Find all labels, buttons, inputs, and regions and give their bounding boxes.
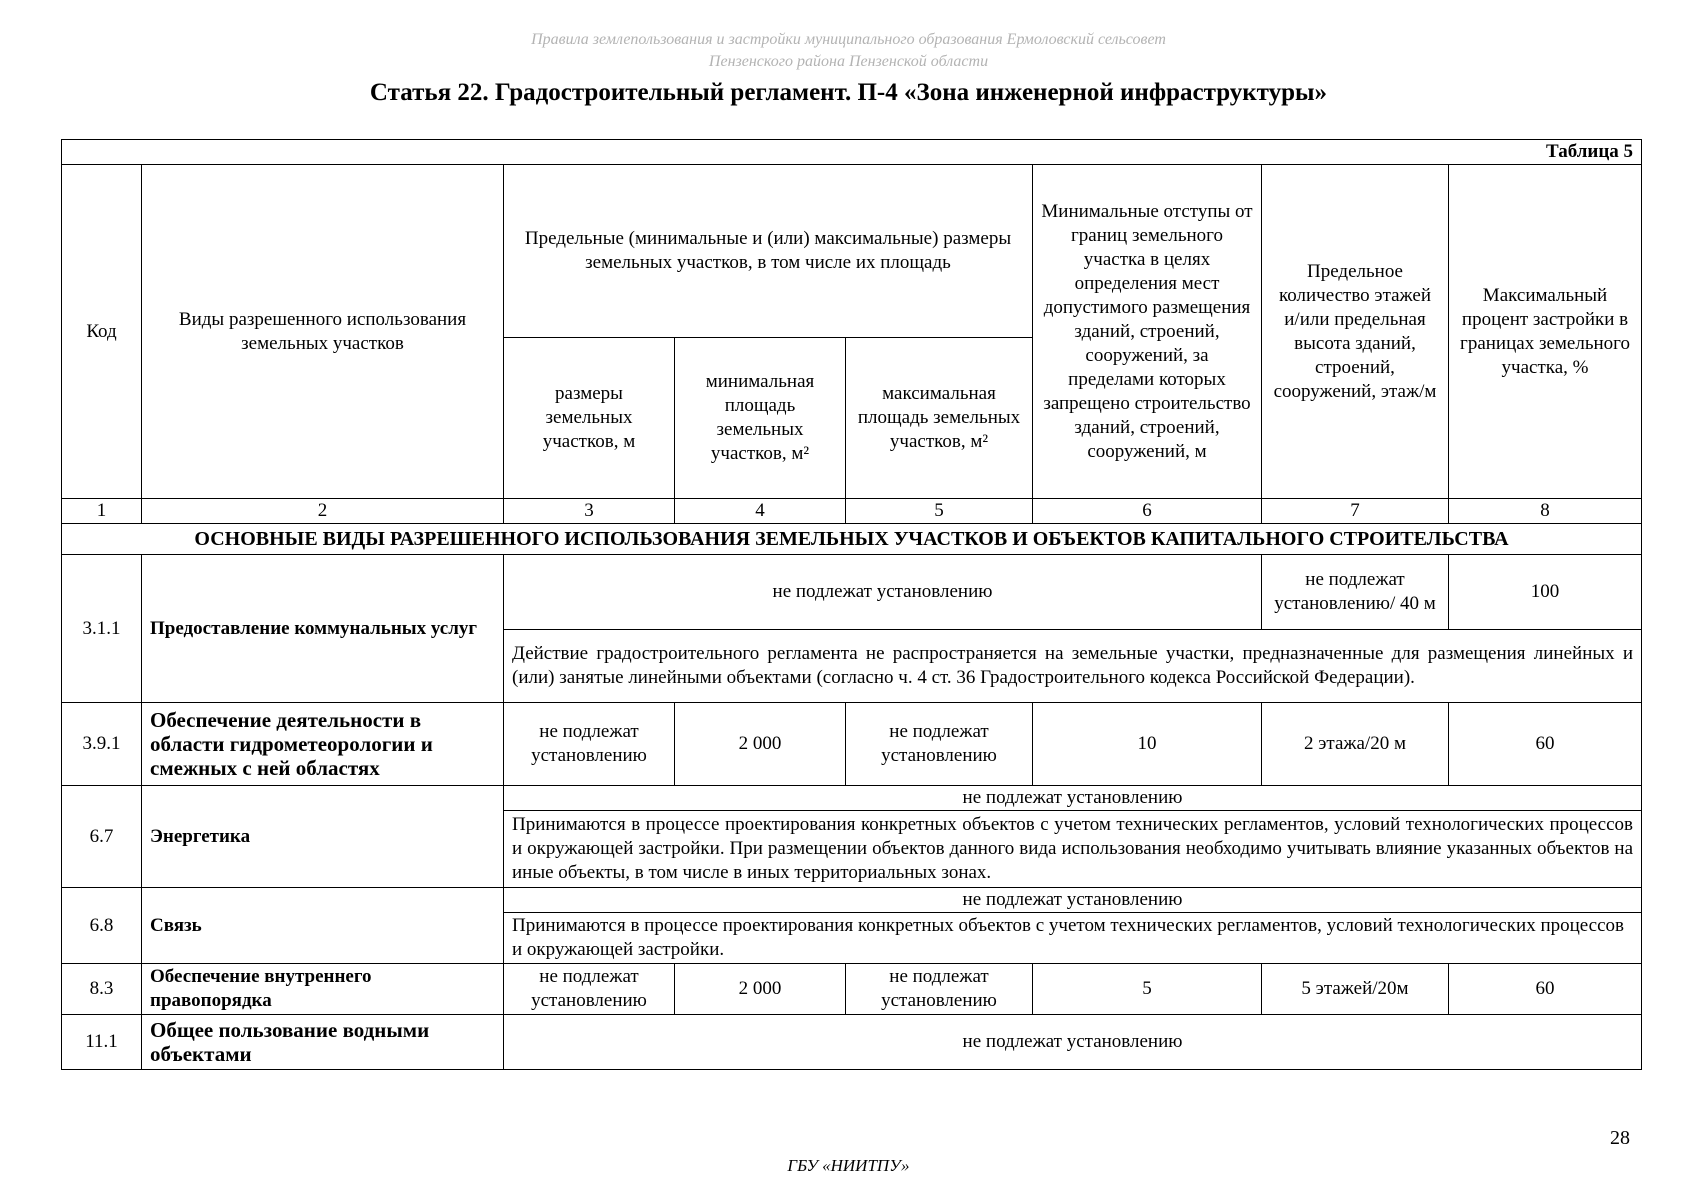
row-code: 3.1.1 xyxy=(62,555,142,703)
header-coverage: Максимальный процент застройки в границах земельного участка, % xyxy=(1449,165,1642,499)
header-sizes: размеры земельных участков, м xyxy=(504,338,675,499)
page-title: Статья 22. Градостроительный регламент. П-4 «Зона инженерной инфраструктуры» xyxy=(369,79,1328,106)
row-min-area: 2 000 xyxy=(675,703,846,786)
page-number: 28 xyxy=(1610,1127,1630,1149)
section-title: ОСНОВНЫЕ ВИДЫ РАЗРЕШЕННОГО ИСПОЛЬЗОВАНИЯ ЗЕМЕЛЬНЫХ УЧАСТКОВ И ОБЪЕКТОВ КАПИТАЛЬНОГО СТРОИТЕЛЬСТВА xyxy=(62,524,1642,555)
row-code: 6.7 xyxy=(62,786,142,888)
table-row xyxy=(62,888,1642,913)
header-code: Код xyxy=(62,165,142,499)
row-sizes: не подлежат установлению xyxy=(504,703,675,786)
row-coverage: 60 xyxy=(1449,703,1642,786)
row-note: Действие градостроительного регламента не распространяется на земельные участки, предназначенные для размещения линейных и (или) занятые линейными объектами (согласно ч. 4 ст. 36 Градостроительного кодекса Российской Федерации). xyxy=(504,630,1642,703)
table-row xyxy=(62,555,1642,630)
regulation-table xyxy=(61,139,1642,1070)
row-min-area: 2 000 xyxy=(675,964,846,1015)
table-row xyxy=(62,703,1642,786)
row-floors: не подлежат установлению/ 40 м xyxy=(1262,555,1449,630)
running-header-line-2: Пензенского района Пензенской области xyxy=(708,53,989,70)
row-code: 6.8 xyxy=(62,888,142,964)
row-code: 11.1 xyxy=(62,1015,142,1070)
column-number: 6 xyxy=(1033,499,1262,524)
row-note: Принимаются в процессе проектирования конкретных объектов с учетом технических регламентов, условий технологических процессов и окружающей застройки. xyxy=(504,913,1642,964)
row-params: не подлежат установлению xyxy=(504,1015,1642,1070)
row-params: не подлежат установлению xyxy=(504,888,1642,913)
row-floors: 5 этажей/20м xyxy=(1262,964,1449,1015)
row-floors: 2 этажа/20 м xyxy=(1262,703,1449,786)
table-row xyxy=(62,786,1642,811)
row-params: не подлежат установлению xyxy=(504,555,1262,630)
column-number: 2 xyxy=(142,499,504,524)
header-min-area: минимальная площадь земельных участков, м² xyxy=(675,338,846,499)
row-name: Энергетика xyxy=(142,786,504,888)
header-floors: Предельное количество этажей и/или предельная высота зданий, строений, сооружений, этаж/м xyxy=(1262,165,1449,499)
row-note: Принимаются в процессе проектирования конкретных объектов с учетом технических регламентов, условий технологических процессов и окружающей застройки. При размещении объектов данного вида использования необходимо учитывать влияние указанных объектов на иные объекты, в том числе в иных территориальных зонах. xyxy=(504,811,1642,888)
row-name: Обеспечение внутреннего правопорядка xyxy=(142,964,504,1015)
footer-organization: ГБУ «НИИТПУ» xyxy=(787,1156,910,1175)
row-name: Связь xyxy=(142,888,504,964)
row-coverage: 100 xyxy=(1449,555,1642,630)
column-number: 1 xyxy=(62,499,142,524)
row-name: Общее пользование водными объектами xyxy=(142,1015,504,1070)
row-code: 3.9.1 xyxy=(62,703,142,786)
column-numbers-row xyxy=(62,499,1642,524)
row-name: Предоставление коммунальных услуг xyxy=(142,555,504,703)
table-row xyxy=(62,1015,1642,1070)
running-header-line-1: Правила землепользования и застройки муниципального образования Ермоловский сельсовет xyxy=(531,31,1166,48)
column-number: 3 xyxy=(504,499,675,524)
column-number: 7 xyxy=(1262,499,1449,524)
row-name: Обеспечение деятельности в области гидрометеорологии и смежных с ней областях xyxy=(142,703,504,786)
column-number: 8 xyxy=(1449,499,1642,524)
header-max-area: максимальная площадь земельных участков, м² xyxy=(846,338,1033,499)
header-use-types: Виды разрешенного использования земельных участков xyxy=(142,165,504,499)
table-caption: Таблица 5 xyxy=(62,140,1642,165)
row-max-area: не подлежат установлению xyxy=(846,703,1033,786)
column-number: 4 xyxy=(675,499,846,524)
header-setbacks: Минимальные отступы от границ земельного участка в целях определения мест допустимого размещения зданий, строений, сооружений, за пределами которых запрещено строительство зданий, строений, сооружений, м xyxy=(1033,165,1262,499)
row-setbacks: 10 xyxy=(1033,703,1262,786)
table-row xyxy=(62,964,1642,1015)
column-number: 5 xyxy=(846,499,1033,524)
row-sizes: не подлежат установлению xyxy=(504,964,675,1015)
row-setbacks: 5 xyxy=(1033,964,1262,1015)
row-code: 8.3 xyxy=(62,964,142,1015)
row-max-area: не подлежат установлению xyxy=(846,964,1033,1015)
header-sizes-group: Предельные (минимальные и (или) максимальные) размеры земельных участков, в том числе их площадь xyxy=(504,165,1033,338)
row-coverage: 60 xyxy=(1449,964,1642,1015)
row-params: не подлежат установлению xyxy=(504,786,1642,811)
